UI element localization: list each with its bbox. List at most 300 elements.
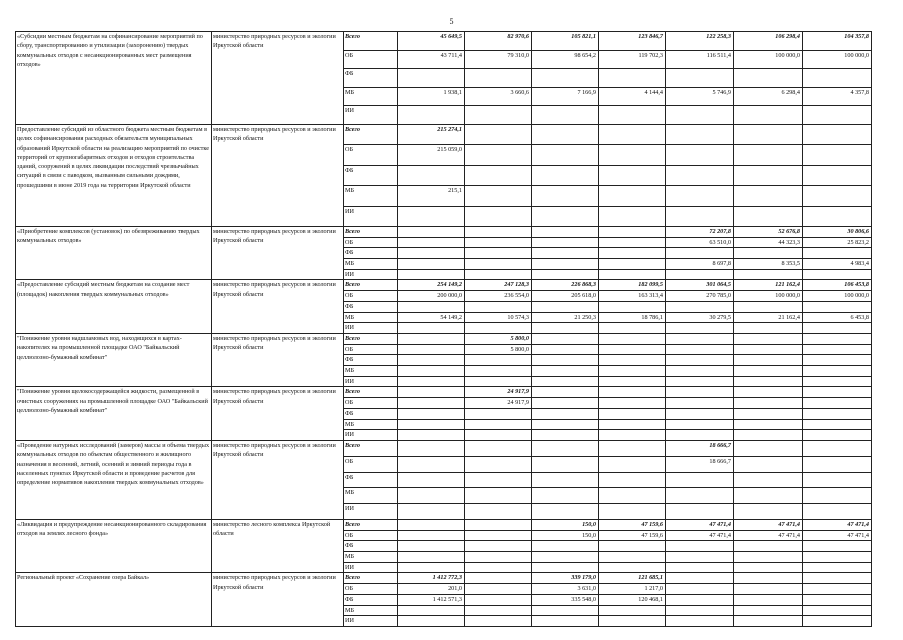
funding-value — [599, 106, 666, 125]
measure-executor: министерство природных ресурсов и экологии Иркутской области — [212, 226, 344, 280]
funding-value — [532, 226, 599, 237]
funding-value — [803, 366, 872, 377]
funding-value — [803, 106, 872, 125]
funding-value — [532, 124, 599, 144]
funding-value: 100 000,0 — [734, 291, 803, 302]
funding-value — [599, 259, 666, 270]
funding-value — [734, 124, 803, 144]
funding-value — [532, 376, 599, 387]
funding-value — [532, 366, 599, 377]
funding-value — [599, 616, 666, 627]
funding-value — [734, 323, 803, 334]
funding-value — [532, 616, 599, 627]
funding-value — [465, 605, 532, 616]
funding-value — [599, 226, 666, 237]
funding-source: МБ — [344, 605, 398, 616]
funding-value — [465, 616, 532, 627]
funding-value: 47 471,4 — [734, 530, 803, 541]
funding-value — [666, 366, 734, 377]
measure-executor: министерство природных ресурсов и экологии Иркутской области — [212, 280, 344, 334]
funding-value — [532, 456, 599, 472]
funding-value — [532, 344, 599, 355]
funding-value: 5 746,9 — [666, 87, 734, 106]
funding-value — [398, 552, 465, 563]
funding-source: МБ — [344, 488, 398, 504]
table-row-total — [16, 32, 872, 51]
funding-value — [465, 206, 532, 226]
funding-value — [532, 237, 599, 248]
funding-source: ИИ — [344, 616, 398, 627]
funding-source: ОБ — [344, 237, 398, 248]
funding-value — [803, 408, 872, 419]
funding-value — [532, 541, 599, 552]
funding-source: ФБ — [344, 355, 398, 366]
funding-source: ФБ — [344, 594, 398, 605]
funding-value — [803, 387, 872, 398]
funding-value — [398, 398, 465, 409]
funding-value: 100 000,0 — [803, 291, 872, 302]
measure-description: «Субсидии местным бюджетам на софинансирование мероприятий по сбору, транспортированию и утилизации (захоронению) твердых коммунальных отходов с несанкционированных мест размещения отходов» — [16, 32, 212, 125]
funding-value — [734, 344, 803, 355]
funding-value — [803, 419, 872, 430]
funding-value: 4 983,4 — [803, 259, 872, 270]
funding-value — [734, 301, 803, 312]
funding-value — [734, 165, 803, 185]
funding-value — [734, 408, 803, 419]
funding-value — [666, 573, 734, 584]
funding-value — [599, 552, 666, 563]
funding-value: 47 159,6 — [599, 530, 666, 541]
funding-value — [398, 376, 465, 387]
funding-value — [398, 269, 465, 280]
funding-value: 47 471,4 — [803, 519, 872, 530]
funding-value: 339 179,0 — [532, 573, 599, 584]
funding-value — [532, 248, 599, 259]
funding-value — [465, 584, 532, 595]
funding-value — [734, 398, 803, 409]
funding-value — [734, 472, 803, 488]
funding-value — [803, 301, 872, 312]
funding-value — [734, 145, 803, 165]
funding-value — [666, 408, 734, 419]
funding-value — [599, 430, 666, 441]
funding-value — [734, 430, 803, 441]
funding-value — [599, 408, 666, 419]
funding-value: 1 412 772,3 — [398, 573, 465, 584]
funding-value: 30 279,5 — [666, 312, 734, 323]
measure-description: Предоставление субсидий из областного бюджета местным бюджетам в целях софинансирования расходных обязательств муниципальных образований Иркутской области на реализацию мероприятий по очистке территорий от крупногабаритных отходов и отходов строительства зданий, сооружений в целях ликвидации последствий чрезвычайных ситуаций в связи с паводком, вызванным сильными дождями, прошедшими в июне 2019 года на территории Иркутской области — [16, 124, 212, 226]
funding-source: МБ — [344, 366, 398, 377]
funding-source: ИИ — [344, 504, 398, 520]
funding-value — [465, 237, 532, 248]
funding-value: 6 453,8 — [803, 312, 872, 323]
table-row-total — [16, 280, 872, 291]
funding-value — [666, 248, 734, 259]
funding-value: 106 298,4 — [734, 32, 803, 51]
funding-value — [734, 333, 803, 344]
funding-value: 8 353,5 — [734, 259, 803, 270]
funding-value — [398, 387, 465, 398]
measure-executor: министерство природных ресурсов и экологии Иркутской области — [212, 387, 344, 441]
funding-value — [803, 488, 872, 504]
funding-source: ФБ — [344, 248, 398, 259]
measure-executor: министерство природных ресурсов и экологии Иркутской области — [212, 32, 344, 125]
funding-source: ИИ — [344, 269, 398, 280]
funding-value — [599, 301, 666, 312]
funding-value — [532, 186, 599, 206]
funding-value: 21 162,4 — [734, 312, 803, 323]
funding-value — [599, 323, 666, 334]
funding-value — [465, 440, 532, 456]
funding-value — [465, 186, 532, 206]
funding-value — [666, 472, 734, 488]
funding-value — [599, 269, 666, 280]
funding-source: Всего — [344, 124, 398, 144]
funding-value — [465, 530, 532, 541]
funding-value — [465, 355, 532, 366]
funding-source: Всего — [344, 573, 398, 584]
measure-executor: министерство природных ресурсов и экологии Иркутской области — [212, 440, 344, 519]
funding-value — [734, 106, 803, 125]
funding-value — [465, 323, 532, 334]
funding-value — [465, 248, 532, 259]
funding-value — [398, 456, 465, 472]
table-row-total — [16, 387, 872, 398]
funding-value — [532, 106, 599, 125]
funding-value: 1 938,1 — [398, 87, 465, 106]
funding-value: 100 000,0 — [734, 50, 803, 69]
funding-value: 7 166,9 — [532, 87, 599, 106]
funding-value — [465, 573, 532, 584]
funding-value — [666, 605, 734, 616]
funding-value — [465, 504, 532, 520]
funding-value: 47 159,6 — [599, 519, 666, 530]
funding-value — [803, 584, 872, 595]
funding-value — [532, 206, 599, 226]
funding-value — [599, 124, 666, 144]
funding-source: ОБ — [344, 145, 398, 165]
funding-value — [599, 387, 666, 398]
funding-value: 82 970,6 — [465, 32, 532, 51]
funding-value — [803, 323, 872, 334]
funding-value — [398, 106, 465, 125]
funding-value — [465, 472, 532, 488]
funding-value — [599, 488, 666, 504]
funding-value: 116 511,4 — [666, 50, 734, 69]
funding-source: МБ — [344, 312, 398, 323]
funding-value: 254 149,2 — [398, 280, 465, 291]
funding-value: 122 258,3 — [666, 32, 734, 51]
funding-value — [803, 573, 872, 584]
funding-value — [666, 333, 734, 344]
funding-value — [803, 398, 872, 409]
funding-value — [465, 456, 532, 472]
funding-value: 3 660,6 — [465, 87, 532, 106]
funding-value — [398, 408, 465, 419]
funding-value: 5 800,0 — [465, 344, 532, 355]
funding-value: 18 666,7 — [666, 456, 734, 472]
funding-value — [398, 430, 465, 441]
funding-value — [666, 419, 734, 430]
funding-value — [803, 269, 872, 280]
funding-value — [599, 69, 666, 88]
funding-value — [803, 145, 872, 165]
funding-value — [734, 248, 803, 259]
funding-value — [666, 504, 734, 520]
funding-value — [532, 419, 599, 430]
funding-value: 215,1 — [398, 186, 465, 206]
funding-value: 105 821,1 — [532, 32, 599, 51]
funding-value — [734, 419, 803, 430]
funding-source: Всего — [344, 333, 398, 344]
funding-value — [398, 259, 465, 270]
funding-source: ИИ — [344, 430, 398, 441]
funding-value — [803, 344, 872, 355]
funding-value — [803, 165, 872, 185]
funding-value — [398, 248, 465, 259]
funding-value: 21 250,3 — [532, 312, 599, 323]
funding-value — [465, 165, 532, 185]
funding-value: 236 554,0 — [465, 291, 532, 302]
funding-source: Всего — [344, 440, 398, 456]
funding-value — [465, 408, 532, 419]
funding-value — [734, 366, 803, 377]
funding-value — [734, 269, 803, 280]
funding-value — [734, 584, 803, 595]
funding-source: МБ — [344, 552, 398, 563]
funding-value — [803, 248, 872, 259]
funding-value: 5 800,0 — [465, 333, 532, 344]
funding-value — [666, 165, 734, 185]
funding-value: 119 702,3 — [599, 50, 666, 69]
funding-source: ОБ — [344, 584, 398, 595]
funding-value — [666, 562, 734, 573]
page-number: 5 — [449, 17, 454, 26]
funding-value — [398, 419, 465, 430]
funding-value — [803, 541, 872, 552]
funding-source: ОБ — [344, 456, 398, 472]
funding-value: 52 676,8 — [734, 226, 803, 237]
measure-executor: министерство природных ресурсов и экологии Иркутской области — [212, 124, 344, 226]
funding-value: 215 059,0 — [398, 145, 465, 165]
measure-description: Региональный проект «Сохранение озера Байкал» — [16, 573, 212, 627]
funding-value — [666, 206, 734, 226]
funding-value — [803, 472, 872, 488]
funding-value — [398, 355, 465, 366]
funding-value — [465, 562, 532, 573]
funding-value: 163 313,4 — [599, 291, 666, 302]
funding-value — [734, 541, 803, 552]
funding-value — [465, 376, 532, 387]
funding-value — [532, 562, 599, 573]
funding-value — [398, 165, 465, 185]
funding-value: 150,0 — [532, 519, 599, 530]
funding-source: ИИ — [344, 206, 398, 226]
funding-value — [666, 376, 734, 387]
funding-value — [398, 301, 465, 312]
funding-value — [666, 584, 734, 595]
funding-value — [398, 616, 465, 627]
funding-value: 18 666,7 — [666, 440, 734, 456]
funding-value — [599, 145, 666, 165]
funding-value — [734, 562, 803, 573]
funding-value: 226 868,3 — [532, 280, 599, 291]
funding-value — [666, 488, 734, 504]
funding-value — [398, 440, 465, 456]
funding-value — [803, 430, 872, 441]
funding-value — [398, 562, 465, 573]
funding-value: 79 310,0 — [465, 50, 532, 69]
funding-value: 45 649,5 — [398, 32, 465, 51]
funding-source: ФБ — [344, 408, 398, 419]
table-row-total — [16, 440, 872, 456]
funding-value — [599, 376, 666, 387]
funding-value — [532, 408, 599, 419]
funding-source: Всего — [344, 519, 398, 530]
funding-value — [599, 440, 666, 456]
measure-description: "Понижение уровня щелокосодержащейся жидкости, размещенной в очистных сооружениях на промышленной площадке ОАО "Байкальский целлюлозно-бумажный комбинат" — [16, 387, 212, 441]
funding-value — [666, 355, 734, 366]
funding-value — [666, 323, 734, 334]
funding-value — [666, 430, 734, 441]
funding-value — [734, 594, 803, 605]
funding-source: ОБ — [344, 291, 398, 302]
funding-value — [465, 594, 532, 605]
funding-value: 121 162,4 — [734, 280, 803, 291]
funding-value — [532, 605, 599, 616]
funding-value: 3 631,0 — [532, 584, 599, 595]
funding-value: 200 000,0 — [398, 291, 465, 302]
measure-executor: министерство природных ресурсов и экологии Иркутской области — [212, 573, 344, 627]
funding-value: 18 786,1 — [599, 312, 666, 323]
funding-value: 215 274,1 — [398, 124, 465, 144]
funding-value — [465, 419, 532, 430]
funding-value — [465, 366, 532, 377]
funding-value: 121 685,1 — [599, 573, 666, 584]
funding-value: 72 207,8 — [666, 226, 734, 237]
funding-value — [398, 226, 465, 237]
funding-value — [599, 333, 666, 344]
funding-value — [666, 186, 734, 206]
funding-source: МБ — [344, 186, 398, 206]
funding-value — [599, 355, 666, 366]
table-row-total — [16, 226, 872, 237]
funding-value — [465, 488, 532, 504]
funding-source: МБ — [344, 87, 398, 106]
funding-value: 30 806,6 — [803, 226, 872, 237]
funding-value — [666, 124, 734, 144]
funding-value: 120 468,1 — [599, 594, 666, 605]
funding-source: Всего — [344, 280, 398, 291]
funding-source: Всего — [344, 226, 398, 237]
funding-value — [465, 301, 532, 312]
funding-source: ИИ — [344, 106, 398, 125]
funding-value — [398, 344, 465, 355]
funding-value — [398, 472, 465, 488]
funding-value — [599, 562, 666, 573]
funding-value — [734, 387, 803, 398]
funding-value — [734, 456, 803, 472]
funding-source: ФБ — [344, 165, 398, 185]
funding-value — [398, 333, 465, 344]
funding-value — [465, 259, 532, 270]
funding-value — [666, 269, 734, 280]
funding-value — [599, 605, 666, 616]
funding-value — [532, 387, 599, 398]
funding-value — [532, 69, 599, 88]
measure-description: «Ликвидация и предупреждение несанкционированного складирования отходов на землях лесного фонда» — [16, 519, 212, 573]
funding-value — [734, 488, 803, 504]
funding-value — [465, 269, 532, 280]
funding-value — [734, 69, 803, 88]
funding-value — [599, 237, 666, 248]
funding-value — [599, 472, 666, 488]
funding-value — [666, 616, 734, 627]
funding-value — [465, 145, 532, 165]
funding-value — [599, 366, 666, 377]
funding-value — [666, 69, 734, 88]
funding-value: 54 149,2 — [398, 312, 465, 323]
funding-value: 201,0 — [398, 584, 465, 595]
funding-value — [803, 605, 872, 616]
measure-description: «Приобретение комплексов (установок) по обезвреживанию твердых коммунальных отходов» — [16, 226, 212, 280]
funding-value — [599, 206, 666, 226]
funding-value — [803, 206, 872, 226]
funding-value — [734, 552, 803, 563]
funding-value — [398, 323, 465, 334]
funding-table-body — [16, 32, 872, 627]
funding-value — [666, 145, 734, 165]
funding-value: 247 128,3 — [465, 280, 532, 291]
funding-value: 47 471,4 — [666, 519, 734, 530]
funding-value — [666, 594, 734, 605]
funding-value — [398, 519, 465, 530]
funding-value — [803, 186, 872, 206]
funding-value — [599, 504, 666, 520]
funding-value — [398, 237, 465, 248]
funding-value — [465, 552, 532, 563]
funding-source: ИИ — [344, 376, 398, 387]
funding-value: 1 217,0 — [599, 584, 666, 595]
funding-value — [599, 398, 666, 409]
funding-value — [803, 616, 872, 627]
funding-value — [666, 344, 734, 355]
funding-source: ФБ — [344, 69, 398, 88]
funding-value — [803, 562, 872, 573]
funding-value — [532, 333, 599, 344]
funding-value — [803, 124, 872, 144]
funding-value — [734, 504, 803, 520]
funding-value: 10 574,3 — [465, 312, 532, 323]
funding-source: Всего — [344, 387, 398, 398]
funding-value: 63 510,0 — [666, 237, 734, 248]
measure-description: «Предоставление субсидий местным бюджетам на создание мест (площадок) накопления твердых коммунальных отходов» — [16, 280, 212, 334]
funding-value — [398, 605, 465, 616]
funding-value — [734, 605, 803, 616]
funding-value: 8 697,8 — [666, 259, 734, 270]
funding-value — [803, 440, 872, 456]
funding-value — [398, 488, 465, 504]
funding-value — [532, 504, 599, 520]
funding-value — [532, 472, 599, 488]
funding-value: 100 000,0 — [803, 50, 872, 69]
funding-value: 24 917,9 — [465, 398, 532, 409]
funding-value — [465, 541, 532, 552]
funding-value — [532, 398, 599, 409]
funding-value — [398, 504, 465, 520]
funding-value — [465, 124, 532, 144]
funding-value — [465, 519, 532, 530]
